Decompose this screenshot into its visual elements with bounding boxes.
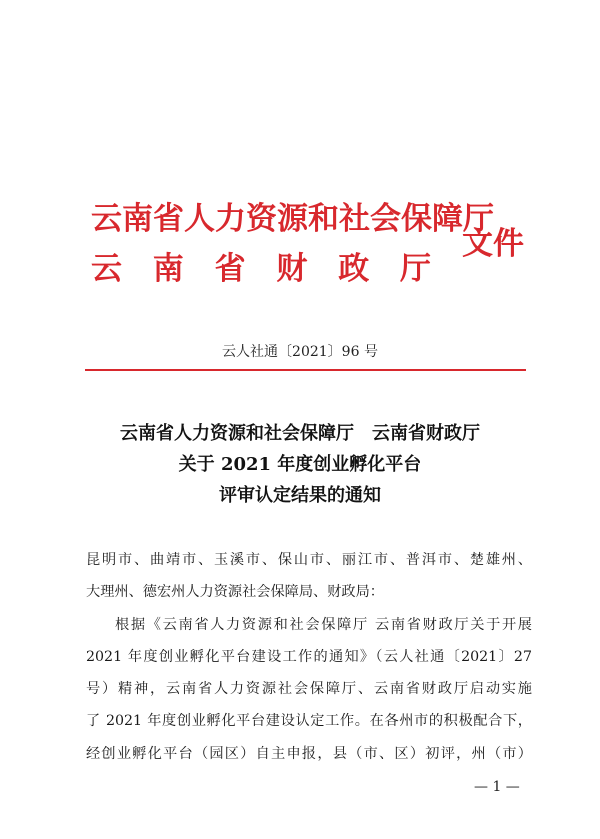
paragraph-line: 了 2021 年度创业孵化平台建设认定工作。在各州市的积极配合下， — [86, 713, 532, 730]
doc-type-label: 文件 — [462, 226, 524, 262]
issuer-line-hrss: 云南省人力资源和社会保障厅 — [91, 201, 494, 237]
page-number: — 1 — — [474, 779, 520, 795]
issuer-char: 厅 — [399, 251, 431, 287]
issuer-char: 云 — [91, 251, 122, 287]
title-line-2: 关于 2021 年度创业孵化平台 — [178, 454, 422, 475]
red-divider — [85, 369, 526, 371]
issuer-char: 财 — [276, 251, 308, 287]
document-title — [0, 418, 600, 511]
issuer-char: 南 — [152, 251, 184, 287]
title-line-3: 评审认定结果的通知 — [219, 485, 381, 506]
issuer-char: 政 — [338, 251, 370, 287]
document-body — [86, 544, 532, 770]
paragraph-line: 根据《云南省人力资源和社会保障厅 云南省财政厅关于开展 — [115, 616, 532, 633]
recipients-line-1: 昆明市、曲靖市、玉溪市、保山市、丽江市、普洱市、楚雄州、 — [86, 552, 532, 568]
issuer-char: 省 — [214, 251, 246, 287]
issuer-line-finance — [91, 244, 431, 294]
paragraph-line: 2021 年度创业孵化平台建设工作的通知》（云人社通〔2021〕27 — [86, 648, 532, 665]
title-line-1: 云南省人力资源和社会保障厅 云南省财政厅 — [120, 423, 480, 444]
paragraph-line: 号）精神，云南省人力资源社会保障厅、云南省财政厅启动实施 — [86, 681, 532, 698]
paragraph-line: 经创业孵化平台（园区）自主申报，县（市、区）初评，州（市） — [86, 745, 532, 762]
doc-number: 云人社通〔2021〕96 号 — [222, 344, 378, 360]
recipients-line-2: 大理州、德宏州人力资源社会保障局、财政局： — [86, 584, 384, 601]
